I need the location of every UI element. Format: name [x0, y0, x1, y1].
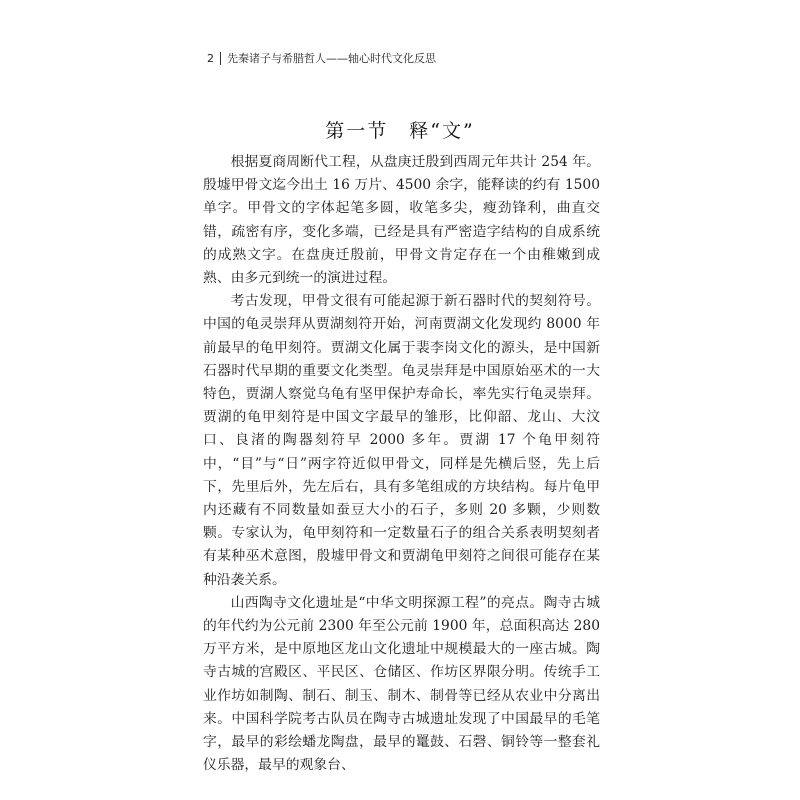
paragraph: 根据夏商周断代工程，从盘庚迁殷到西周元年共计 254 年。殷墟甲骨文迄今出土 16 万片、4500 余字，能释读的约有 1500 单字。甲骨文的字体起笔多圆，收笔多尖，瘦劲锋利，曲直交错，疏密有序，变化多端，已经是具有严密造字结构的自成系统的成熟文字。在盘庚迁殷前，甲骨文肯定存在一个由稚嫩到成熟、由多元到统一的演进过程。 — [203, 154, 600, 287]
page-number: 2 — [207, 51, 214, 65]
running-head-title: 先秦诸子与希腊哲人——轴心时代文化反思 — [227, 52, 436, 65]
header-divider — [220, 52, 221, 65]
body-text — [203, 151, 600, 777]
paragraph: 考古发现，甲骨文很有可能起源于新石器时代的契刻符号。中国的龟灵崇拜从贾湖刻符开始，河南贾湖文化发现约 8000 年前最早的龟甲刻符。贾湖文化属于裴李岗文化的源头，是中国新石器时代早期的重要文化类型。龟灵崇拜是中国原始巫术的一大特色，贾湖人察觉乌龟有坚甲保护寿命长，率先实行龟灵崇拜。贾湖的龟甲刻符是中国文字最早的雏形，比仰韶、龙山、大汶口、良渚的陶器刻符早 2000 多年。贾湖 17 个龟甲刻符中，“目”与“日”两字符近似甲骨文，同样是先横后竖，先上后下，先里后外，先左后右，具有多笔组成的方块结构。每片龟甲内还藏有不同数量如蚕豆大小的石子，多则 20 多颗，少则数颗。专家认为，龟甲刻符和一定数量石子的组合关系表明契刻者有某种巫术意图，殷墟甲骨文和贾湖龟甲刻符之间很可能存在某种沿袭关系。 — [203, 293, 600, 588]
running-head — [207, 50, 436, 66]
section-title: 第一节 释“文” — [325, 120, 475, 142]
paragraph: 山西陶寺文化遗址是“中华文明探源工程”的亮点。陶寺古城的年代约为公元前 2300 年至公元前 1900 年，总面积高达 280 万平方米，是中原地区龙山文化遗址中规模最大的一座古城。陶寺古城的宫殿区、平民区、仓储区、作坊区界限分明。传统手工业作坊如制陶、制石、制玉、制木、制骨等已经从农业中分离出来。中国科学院考古队员在陶寺古城遗址发现了中国最早的毛笔字，最早的彩绘蟠龙陶盘，最早的鼍鼓、石磬、铜铃等一整套礼仪乐器，最早的观象台、 — [203, 594, 600, 774]
